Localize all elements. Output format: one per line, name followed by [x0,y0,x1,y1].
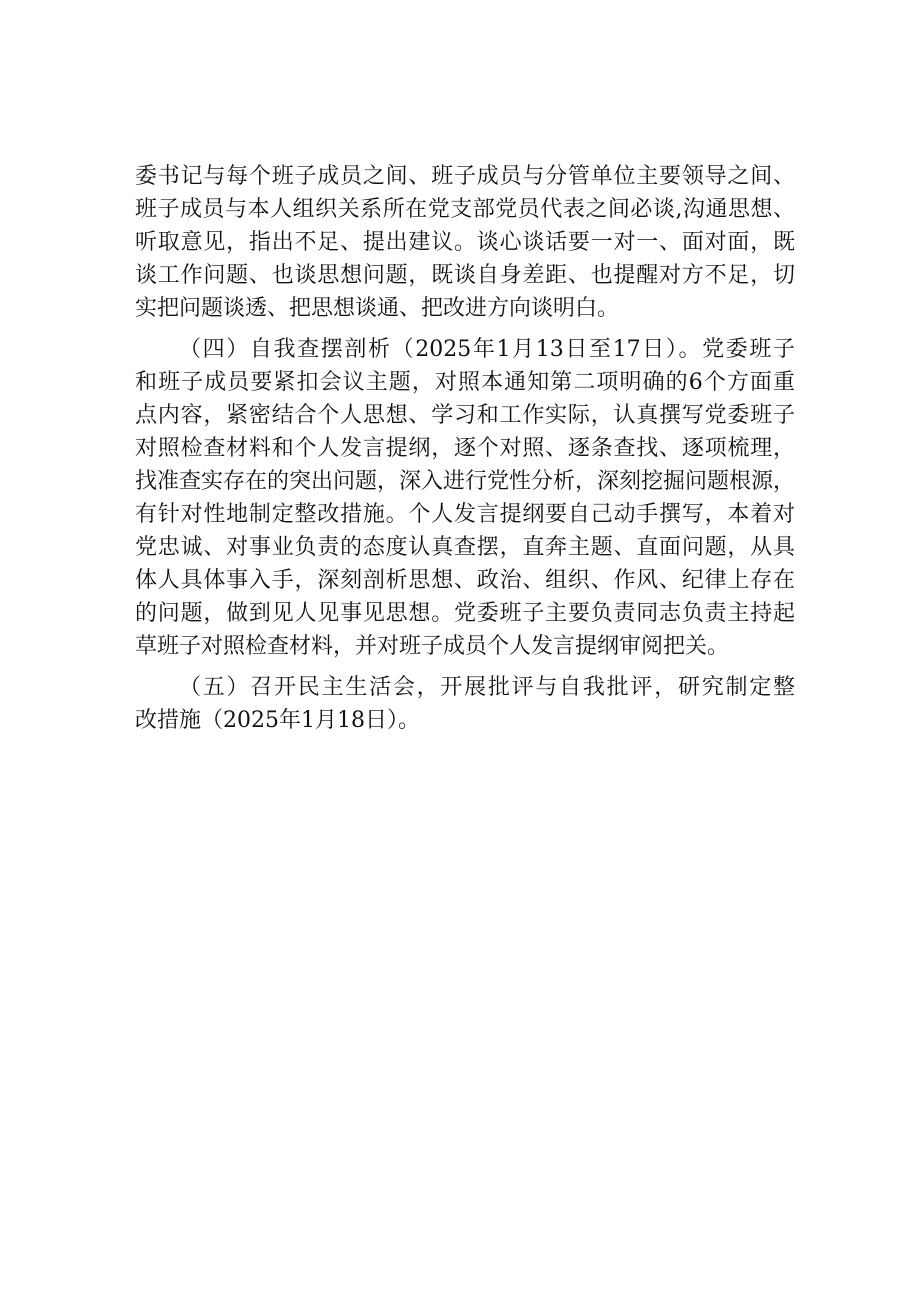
text-line: 谈工作问题、也谈思想问题，既谈自身差距、也提醒对方不足，切 [135,263,795,288]
text-line: （五）召开民主生活会，开展批评与自我批评，研究制定整 [179,675,795,700]
paragraph-talk-continuation [135,160,795,325]
text-line: 点内容，紧密结合个人思想、学习和工作实际，认真撰写党委班子 [135,403,795,428]
text-line: （四）自我查摆剖析（2025年1月13日至17日）。党委班子 [179,337,795,362]
text-line: 找准查实存在的突出问题，深入进行党性分析，深刻挖掘问题根源， [135,469,796,494]
paragraph-democratic-meeting [135,671,795,737]
text-line: 有针对性地制定整改措施。个人发言提纲要自己动手撰写，本着对 [135,502,795,527]
paragraph-self-examination [135,333,795,663]
text-line: 体人具体事入手，深刻剖析思想、政治、组织、作风、纪律上存在 [135,568,795,593]
text-line: 委书记与每个班子成员之间、班子成员与分管单位主要领导之间、 [135,164,795,189]
text-line: 草班子对照检查材料，并对班子成员个人发言提纲审阅把关。 [135,634,730,659]
text-line: 班子成员与本人组织关系所在党支部党员代表之间必谈,沟通思想、 [135,197,795,222]
text-line: 的问题，做到见人见事见思想。党委班子主要负责同志负责主持起 [135,601,795,626]
text-line: 改措施（2025年1月18日）。 [135,708,420,733]
text-line: 听取意见，指出不足、提出建议。谈心谈话要一对一、面对面，既 [135,230,795,255]
text-line: 和班子成员要紧扣会议主题，对照本通知第二项明确的6个方面重 [135,370,795,395]
text-line: 党忠诚、对事业负责的态度认真查摆，直奔主题、直面问题，从具 [135,535,795,560]
document-body [135,160,795,745]
text-line: 对照检查材料和个人发言提纲，逐个对照、逐条查找、逐项梳理， [135,436,795,461]
text-line: 实把问题谈透、把思想谈通、把改进方向谈明白。 [135,296,620,321]
